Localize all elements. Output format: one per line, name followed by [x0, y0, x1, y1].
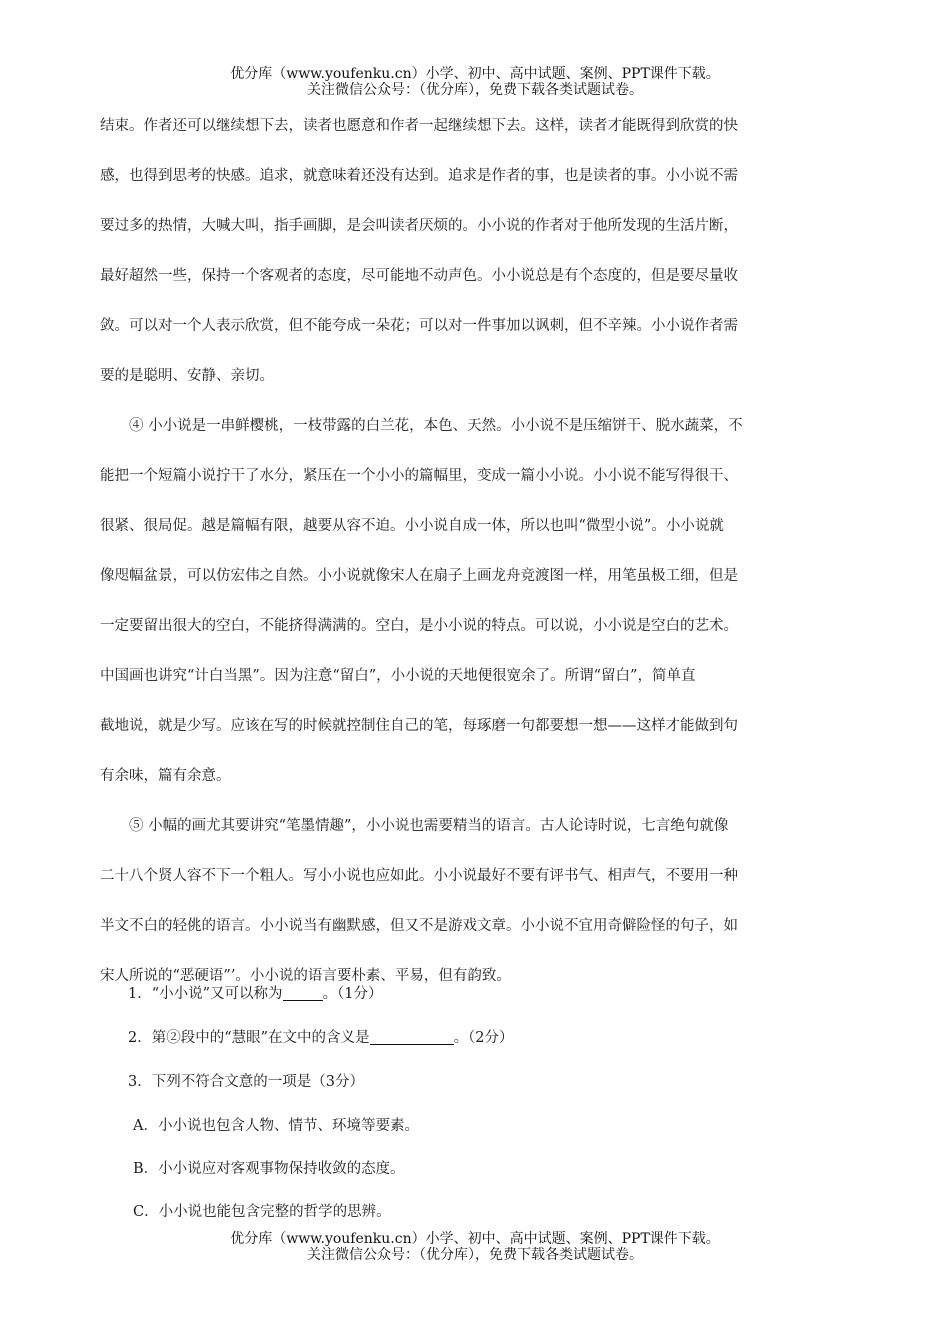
paragraph-4 [100, 401, 844, 801]
text-line: 结束。作者还可以继续想下去，读者也愿意和作者一起继续想下去。这样，读者才能既得到欣赏的快 [100, 118, 738, 134]
text-line: 半文不白的轻佻的语言。小小说当有幽默感，但又不是游戏文章。小小说不宜用奇僻险怪的句子，如 [100, 918, 738, 934]
question-2 [128, 1026, 514, 1047]
text-line: 要的是聪明、安静、亲切。 [100, 368, 274, 384]
text-line: ④ 小小说是一串鲜樱桃，一枝带露的白兰花，本色、天然。小小说不是压缩饼干、脱水蔬菜，不 [129, 418, 743, 434]
option-c: C．小小说也能包含完整的哲学的思辨。 [133, 1204, 391, 1220]
page-header [0, 66, 950, 98]
text-line: 敛。可以对一个人表示欣赏，但不能夸成一朵花；可以对一件事加以讽刺，但不辛辣。小小说作者需 [100, 318, 738, 334]
question-3: 3．下列不符合文意的一项是（3分） [128, 1074, 364, 1090]
text-line: 中国画也讲究“计白当黑”。因为注意“留白”，小小说的天地便很宽余了。所谓“留白”，简单直 [100, 668, 696, 684]
footer-line-1: 优分库（www.youfenku.cn）小学、初中、高中试题、案例、PPT课件下载。 [230, 1231, 720, 1247]
paragraph-3 [100, 101, 844, 401]
text-line: 截地说，就是少写。应该在写的时候就控制住自己的笔，每琢磨一句都要想一想——这样才能做到句 [100, 718, 738, 734]
footer-line-2: 关注微信公众号：（优分库），免费下载各类试题试卷。 [307, 1247, 643, 1263]
text-line: 最好超然一些，保持一个客观者的态度，尽可能地不动声色。小小说总是有个态度的，但是要尽量收 [100, 268, 738, 284]
paragraph-5 [100, 801, 844, 1001]
answer-blank[interactable] [283, 984, 323, 1001]
passage-body [100, 101, 844, 1001]
text-line: 要过多的热情，大喊大叫，指手画脚，是会叫读者厌烦的。小小说的作者对于他所发现的生活片断， [100, 218, 738, 234]
text-line: 感，也得到思考的快感。追求，就意味着还没有达到。追求是作者的事，也是读者的事。小小说不需 [100, 168, 738, 184]
text-line: 像咫幅盆景，可以仿宏伟之自然。小小说就像宋人在扇子上画龙舟竞渡图一样，用笔虽极工细，但是 [100, 568, 738, 584]
header-line-1: 优分库（www.youfenku.cn）小学、初中、高中试题、案例、PPT课件下载。 [230, 66, 720, 82]
text-line: 二十八个贤人容不下一个粗人。写小小说也应如此。小小说最好不要有评书气、相声气，不要用一种 [100, 868, 738, 884]
option-a: A．小小说也包含人物、情节、环境等要素。 [133, 1118, 419, 1134]
question-2-score: 。（2分） [453, 1030, 514, 1046]
option-b: B．小小说应对客观事物保持收敛的态度。 [133, 1161, 405, 1177]
text-line: 能把一个短篇小说拧干了水分，紧压在一个小小的篇幅里，变成一篇小小说。小小说不能写得很干、 [100, 468, 738, 484]
text-line: ⑤ 小幅的画尤其要讲究“笔墨情趣”，小小说也需要精当的语言。古人论诗时说，七言绝句就像 [129, 818, 729, 834]
text-line: 一定要留出很大的空白，不能挤得满满的。空白，是小小说的特点。可以说，小小说是空白的艺术。 [100, 618, 738, 634]
answer-blank[interactable] [370, 1028, 454, 1045]
question-1 [128, 982, 383, 1003]
header-line-2: 关注微信公众号：（优分库），免费下载各类试题试卷。 [307, 82, 643, 98]
question-2-text: 2．第②段中的“慧眼”在文中的含义是 [128, 1030, 370, 1046]
page-footer [0, 1231, 950, 1263]
question-1-text: 1．“小小说”又可以称为 [128, 986, 283, 1002]
text-line: 宋人所说的“恶硬语”’。小小说的语言要朴素、平易，但有韵致。 [100, 968, 511, 984]
text-line: 很紧、很局促。越是篇幅有限，越要从容不迫。小小说自成一体，所以也叫“微型小说”。小小说就 [100, 518, 724, 534]
text-line: 有余味，篇有余意。 [100, 768, 231, 784]
question-1-score: 。（1分） [322, 986, 383, 1002]
